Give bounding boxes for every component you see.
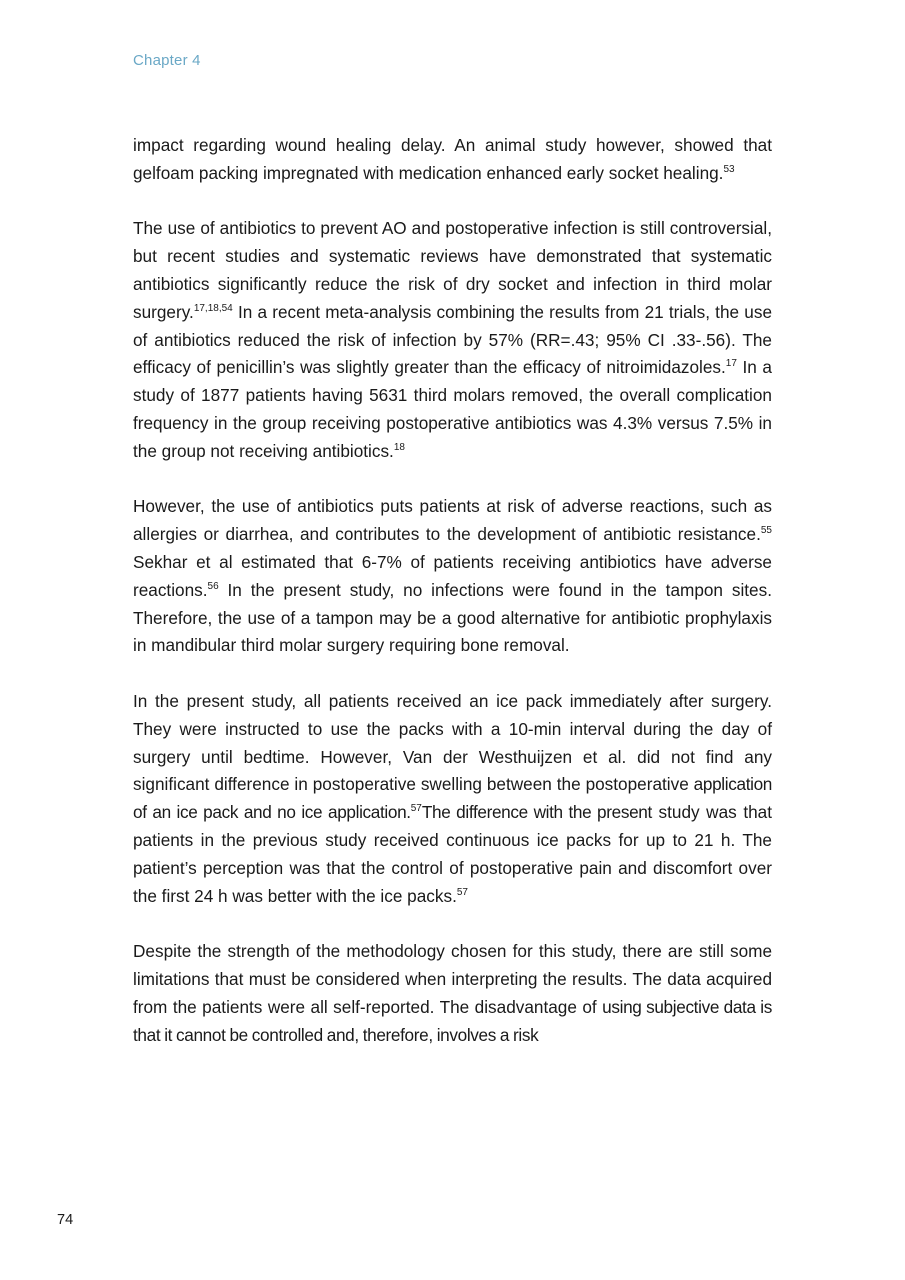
- running-head: Chapter 4: [133, 52, 201, 69]
- text-run: The use of antibiotics to prevent AO and postoperative infection is still controversial, but recent studies and systematic reviews have demonstrated that systematic antibiotics significantly reduce the risk of dry socket and infection in third molar surgery.: [133, 218, 772, 322]
- paragraph: [133, 938, 772, 1049]
- text-run: In a recent meta-analysis combining the results from 21 trials, the use of antibiotics reduced the risk of infection by 57% (RR=.43; 95% CI .33-.56). The efficacy of penicillin’s was slightly greater than the efficacy of nitroimidazoles.: [133, 301, 772, 378]
- citation-superscript: 18: [393, 441, 405, 453]
- paragraph: [133, 132, 772, 188]
- text-run: using subjective data is that it cannot be controlled and, therefore, involves a risk: [133, 996, 772, 1045]
- citation-superscript: 53: [723, 163, 735, 175]
- text-run: Sekhar et al estimated that 6-7% of patients receiving antibiotics have adverse reactions.: [133, 551, 772, 600]
- paragraph: [133, 493, 772, 660]
- text-run: The difference with the present: [421, 802, 652, 823]
- text-run: In the present study, all patients received an ice pack immediately after surgery. They were instructed to use the packs with a 10-min interval during the day of surgery until bedtime. However, Van der Westhuijzen et al. did not find any significant difference in postoperative swelling between the postoperative: [133, 690, 772, 795]
- text-run: impact regarding wound healing delay. An animal study however, showed that gelfoam packing impregnated with medication enhanced early socket healing.: [133, 135, 772, 183]
- text-run: However, the use of antibiotics puts patients at risk of adverse reactions, such as allergies or diarrhea, and contributes to the development of antibiotic resistance.: [133, 496, 772, 545]
- citation-superscript: 55: [760, 525, 772, 537]
- citation-superscript: 57: [410, 803, 422, 815]
- citation-superscript: 56: [207, 580, 219, 592]
- page-number: 74: [57, 1212, 74, 1228]
- text-run: application of an ice pack and no ice application.: [133, 774, 772, 823]
- paragraph: [133, 688, 772, 910]
- body-text: [133, 132, 772, 1049]
- text-run: In a study of 1877 patients having 5631 third molars removed, the overall complication frequency in the group receiving postoperative antibiotics was 4.3% versus 7.5% in the group not receiving antibiotics.: [133, 357, 772, 461]
- citation-superscript: 17,18,54: [193, 302, 233, 314]
- citation-superscript: 57: [456, 886, 468, 898]
- citation-superscript: 17: [725, 358, 737, 370]
- text-run: study was that patients in the previous study received continuous ice packs for up to 21 h. The patient’s perception was that the control of postoperative pain and discomfort over the first 24 h was better with the ice packs.: [133, 802, 773, 906]
- paragraph: [133, 215, 772, 465]
- text-run: In the present study, no infections were found in the tampon sites. Therefore, the use of a tampon may be a good alternative for antibiotic prophylaxis in mandibular third molar surgery requiring bone removal.: [133, 579, 772, 656]
- text-run: Despite the strength of the methodology chosen for this study, there are still some limitations that must be considered when interpreting the results. The data acquired from the patients were all self-reported. The disadvantage of: [133, 941, 772, 1017]
